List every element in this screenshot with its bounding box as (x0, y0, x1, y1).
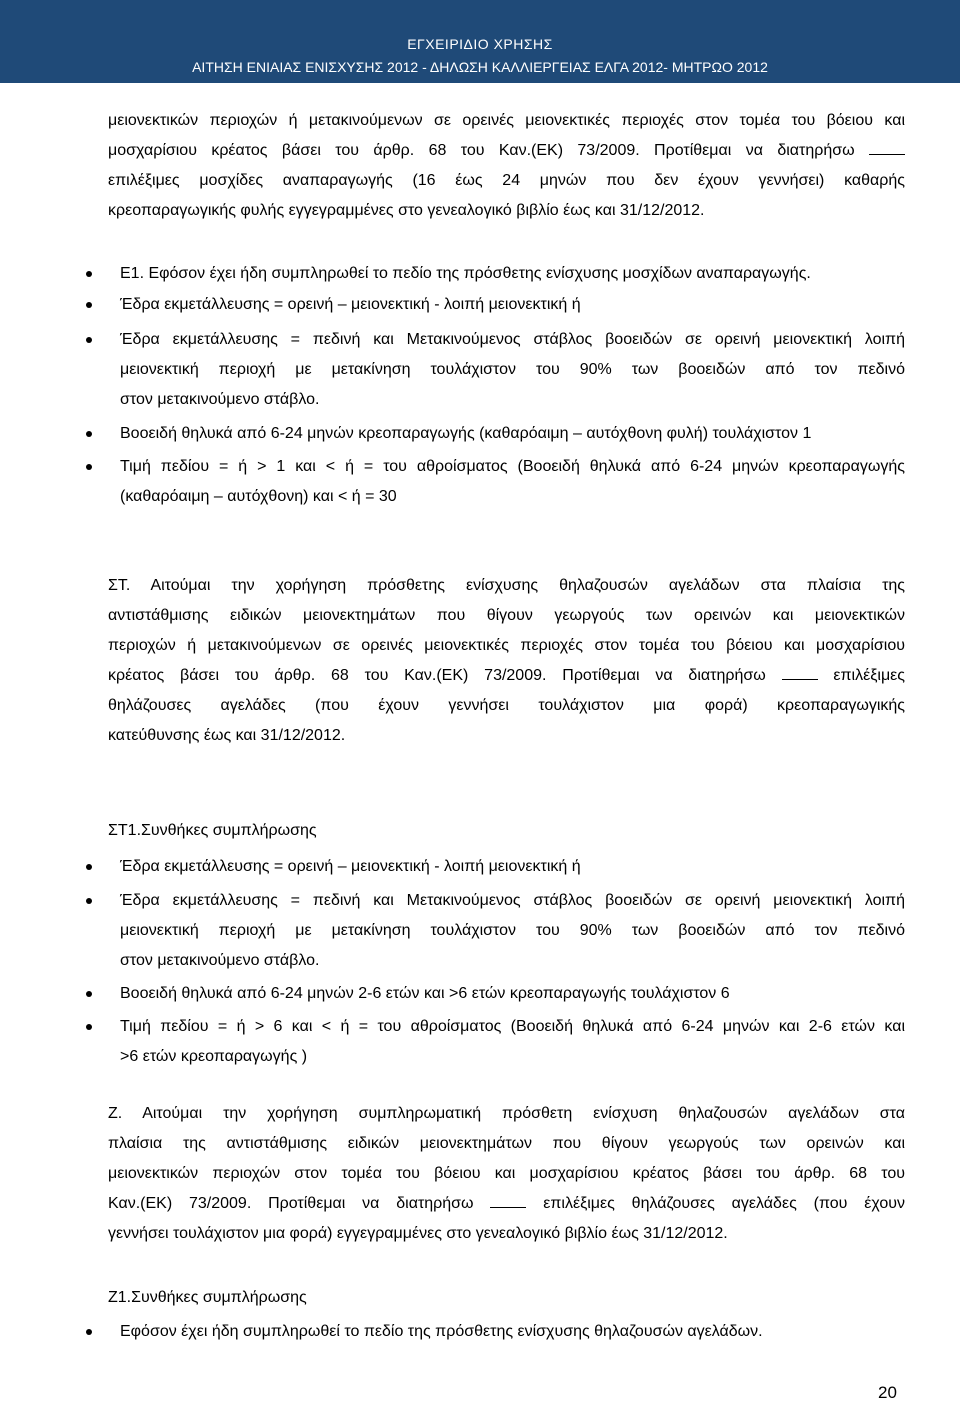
text-line: ΣΤ. Αιτούμαι την χορήγηση πρόσθετης ενίσχυσης θηλαζουσών αγελάδων στα πλαίσια της (108, 577, 905, 594)
text-line: Καν.(ΕΚ) 73/2009. Προτίθεμαι να διατηρήσω επιλέξιμες θηλάζουσες αγελάδες (που έχουν (108, 1195, 905, 1212)
list-item-text: Ε1. Εφόσον έχει ήδη συμπληρωθεί το πεδίο της πρόσθετης ενίσχυσης μοσχίδων αναπαραγωγής. (120, 265, 811, 282)
bullet-dot (86, 898, 92, 904)
blank-field (869, 140, 905, 155)
document-header (0, 0, 960, 83)
list-item-text: >6 ετών κρεοπαραγωγής ) (120, 1048, 308, 1065)
text-line: πλαίσια της αντιστάθμισης ειδικών μειονεκτημάτων που θίγουν γεωργούς των ορεινών και (108, 1135, 905, 1152)
list-item (120, 1012, 905, 1072)
page-number: 20 (878, 1383, 897, 1402)
section-z-paragraph (108, 1099, 905, 1249)
list-item (120, 979, 905, 1009)
list-item-text: (καθαρόαιμη – αυτόχθονη) και < ή = 30 (120, 488, 397, 505)
section-st-paragraph (108, 571, 905, 751)
list-item-text: Έδρα εκμετάλλευσης = ορεινή – μειονεκτική - λοιπή μειονεκτική ή (120, 858, 581, 875)
list-item (120, 290, 905, 320)
header-subtitle: ΑΙΤΗΣΗ ΕΝΙΑΙΑΣ ΕΝΙΣΧΥΣΗΣ 2012 - ΔΗΛΩΣΗ ΚΑΛΛΙΕΡΓΕΙΑΣ ΕΛΓΑ 2012- ΜΗΤΡΩΟ 2012 (192, 59, 768, 75)
bullet-dot (86, 1024, 92, 1030)
text-line: θηλάζουσες αγελάδες (που έχουν γεννήσει τουλάχιστον μια φορά) κρεοπαραγωγικής (108, 697, 905, 714)
list-item-text: μειονεκτική περιοχή με μετακίνηση τουλάχιστον του 90% των βοοειδών από τον πεδινό (120, 922, 905, 939)
bullet-dot (86, 1329, 92, 1335)
bullet-dot (86, 991, 92, 997)
blank-field (490, 1193, 526, 1208)
text-line: κρεοπαραγωγικής φυλής εγγεγραμμένες στο γενεαλογικό βιβλίο έως και 31/12/2012. (108, 202, 705, 219)
section-z1-label: Ζ1.Συνθήκες συμπλήρωσης (108, 1289, 307, 1306)
text-line: μειονεκτικών περιοχών ή μετακινούμενων σε ορεινές μειονεκτικές περιοχές στον τομέα του βόειου και (108, 112, 905, 129)
paragraph-continuation (108, 106, 905, 226)
list-item-text: Έδρα εκμετάλλευσης = πεδινή και Μετακινούμενος στάβλος βοοειδών σε ορεινή μειονεκτική λοιπή (120, 892, 905, 909)
list-item-text: Έδρα εκμετάλλευσης = πεδινή και Μετακινούμενος στάβλος βοοειδών σε ορεινή μειονεκτική λοιπή (120, 331, 905, 348)
text-line: κατεύθυνσης έως και 31/12/2012. (108, 727, 346, 744)
list-item-text: Τιμή πεδίου = ή > 6 και < ή = του αθροίσματος (Βοοειδή θηλυκά από 6-24 μηνών και 2-6 ετών και (120, 1018, 905, 1035)
text-line: γεννήσει τουλάχιστον μια φορά) εγγεγραμμένες στο γενεαλογικό βιβλίο έως 31/12/2012. (108, 1225, 728, 1242)
list-item (120, 886, 905, 976)
list-item-text: Έδρα εκμετάλλευσης = ορεινή – μειονεκτική - λοιπή μειονεκτική ή (120, 296, 581, 313)
text-line: επιλέξιμες μοσχίδες αναπαραγωγής (16 έως 24 μηνών που δεν έχουν γεννήσει) καθαρής (108, 172, 905, 189)
bullet-dot (86, 337, 92, 343)
bullet-dot (86, 431, 92, 437)
list-item (120, 419, 905, 449)
text-line: κρέατος βάσει του άρθρ. 68 του Καν.(ΕΚ) 73/2009. Προτίθεμαι να διατηρήσω επιλέξιμες (108, 667, 905, 684)
header-title: ΕΓΧΕΙΡΙΔΙΟ ΧΡΗΣΗΣ (407, 36, 553, 52)
list-item (120, 259, 905, 289)
list-item-text: Τιμή πεδίου = ή > 1 και < ή = του αθροίσματος (Βοοειδή θηλυκά από 6-24 μηνών κρεοπαραγωγής (120, 458, 905, 475)
list-item-text: μειονεκτική περιοχή με μετακίνηση τουλάχιστον του 90% των βοοειδών από τον πεδινό (120, 361, 905, 378)
list-item-text: Εφόσον έχει ήδη συμπληρωθεί το πεδίο της πρόσθετης ενίσχυσης θηλαζουσών αγελάδων. (120, 1323, 763, 1340)
text-line: Ζ. Αιτούμαι την χορήγηση συμπληρωματική πρόσθετη ενίσχυση θηλαζουσών αγελάδων στα (108, 1105, 905, 1122)
list-item (120, 325, 905, 415)
list-item-text: στον μετακινούμενο στάβλο. (120, 952, 320, 969)
list-item-text: στον μετακινούμενο στάβλο. (120, 391, 320, 408)
list-item (120, 1317, 905, 1347)
bullet-dot (86, 864, 92, 870)
blank-field (782, 665, 818, 680)
section-st1-label: ΣΤ1.Συνθήκες συμπλήρωσης (108, 822, 317, 839)
list-item (120, 452, 905, 512)
list-item (120, 852, 905, 882)
list-item-text: Βοοειδή θηλυκά από 6-24 μηνών κρεοπαραγωγής (καθαρόαιμη – αυτόχθονη φυλή) τουλάχιστον 1 (120, 425, 812, 442)
list-item-text: Βοοειδή θηλυκά από 6-24 μηνών 2-6 ετών και >6 ετών κρεοπαραγωγής τουλάχιστον 6 (120, 985, 730, 1002)
bullet-dot (86, 271, 92, 277)
text-line: μειονεκτικών περιοχών στον τομέα του βόειου και μοσχαρίσιου κρέατος βάσει του άρθρ. 68 του (108, 1165, 905, 1182)
bullet-dot (86, 464, 92, 470)
text-line: περιοχών ή μετακινούμενων σε ορεινές μειονεκτικές περιοχές στον τομέα του βόειου και μοσχαρίσιου (108, 637, 905, 654)
text-line: μοσχαρίσιου κρέατος βάσει του άρθρ. 68 του Καν.(ΕΚ) 73/2009. Προτίθεμαι να διατηρήσω (108, 136, 905, 166)
text-line: αντιστάθμισης ειδικών μειονεκτημάτων που θίγουν γεωργούς των ορεινών και μειονεκτικών (108, 607, 905, 624)
bullet-dot (86, 302, 92, 308)
